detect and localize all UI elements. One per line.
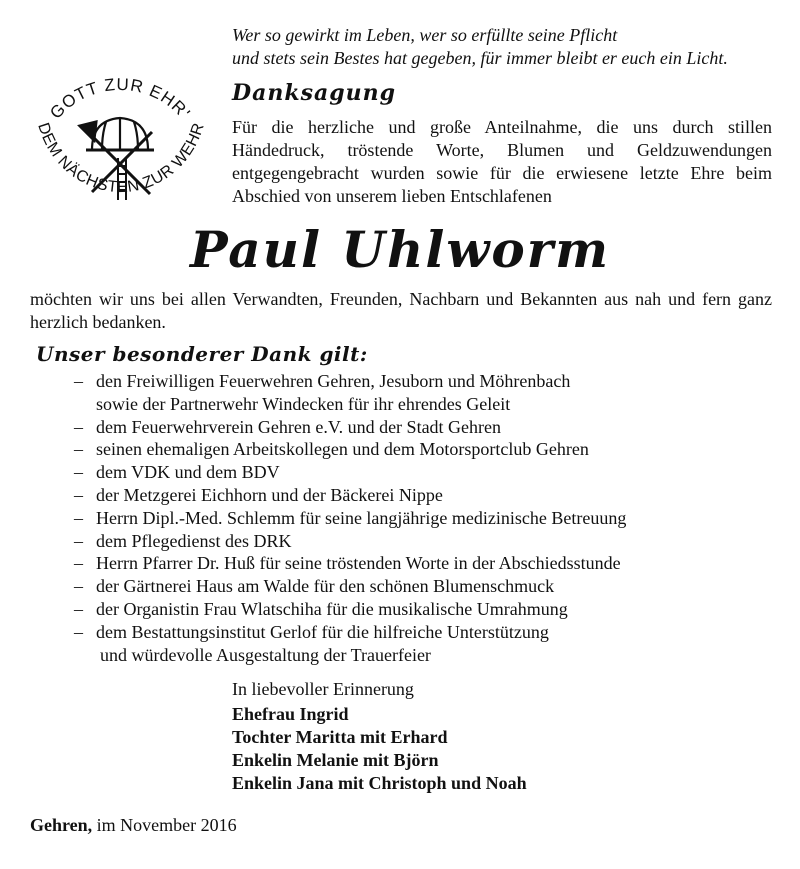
- danksagung-heading: Danksagung: [232, 80, 396, 106]
- list-dash: –: [74, 484, 83, 505]
- list-dash: –: [74, 439, 83, 460]
- list-item: – den Freiwilligen Feuerwehren Gehren, Jesuborn und Möhrenbach sowie der Partnerwehr Windecken für ihr ehrendes Geleit: [74, 371, 571, 414]
- list-item: – dem Bestattungsinstitut Gerlof für die hilfreiche Unterstützung und würdevolle Ausgestaltung der Trauerfeier: [74, 621, 549, 665]
- family-signatures: [232, 703, 527, 795]
- intro-text: Für die herzliche und große Anteilnahme, die uns durch stillen Händedruck, tröstende Worte, Blumen und Geldzuwendungen entgegengebracht wurden sowie für die erwiesene letzte Ehre beim Abschied von unserem lieben Entschlafenen: [232, 117, 772, 206]
- list-item: – dem Pflegedienst des DRK: [74, 530, 292, 551]
- emblem-top-text: GOTT ZUR EHR': [46, 74, 195, 123]
- deceased-name: Paul Uhlworm: [190, 220, 610, 279]
- thanks-paragraph: möchten wir uns bei allen Verwandten, Freunden, Nachbarn und Bekannten aus nah und fern ganz herzlich bedanken.: [30, 289, 772, 332]
- list-item: – der Organistin Frau Wlatschiha für die musikalische Umrahmung: [74, 598, 568, 619]
- list-dash: –: [74, 576, 83, 597]
- list-item: – Herrn Pfarrer Dr. Huß für seine tröstenden Worte in der Abschiedsstunde: [74, 553, 621, 574]
- list-item: – dem VDK und dem BDV: [74, 462, 280, 483]
- place: Gehren,: [30, 815, 93, 835]
- emblem-bottom-text: DEM NÄCHSTEN ZUR WEHR: [34, 120, 208, 197]
- date: im November 2016: [96, 815, 237, 835]
- special-thanks-heading: Unser besonderer Dank gilt:: [36, 342, 368, 366]
- family-member: Enkelin Melanie mit Björn: [232, 750, 439, 770]
- list-item: – seinen ehemaligen Arbeitskollegen und dem Motorsportclub Gehren: [74, 439, 589, 460]
- list-item: – Herrn Dipl.-Med. Schlemm für seine langjährige medizinische Betreuung: [74, 507, 627, 528]
- motto-line: Wer so gewirkt im Leben, wer so erfüllte seine Pflicht: [232, 25, 618, 45]
- list-dash: –: [74, 598, 83, 619]
- fire-brigade-emblem: [22, 62, 218, 232]
- list-item: – dem Feuerwehrverein Gehren e.V. und der Stadt Gehren: [74, 416, 502, 437]
- motto-line: und stets sein Bestes hat gegeben, für immer bleibt er euch ein Licht.: [232, 48, 728, 68]
- list-dash: –: [74, 507, 83, 528]
- list-dash: –: [74, 462, 83, 483]
- closing-line: In liebevoller Erinnerung: [232, 679, 414, 699]
- list-dash: –: [74, 371, 83, 391]
- motto-verse: [232, 24, 777, 70]
- list-item: – der Gärtnerei Haus am Walde für den schönen Blumenschmuck: [74, 576, 555, 597]
- list-dash: –: [74, 530, 83, 551]
- family-member: Ehefrau Ingrid: [232, 704, 349, 724]
- family-member: Enkelin Jana mit Christoph und Noah: [232, 773, 527, 793]
- intro-paragraph: [232, 116, 772, 208]
- place-date: [30, 815, 237, 836]
- list-item: – der Metzgerei Eichhorn und der Bäckerei Nippe: [74, 484, 443, 505]
- list-dash: –: [74, 416, 83, 437]
- list-dash: –: [74, 621, 83, 642]
- family-member: Tochter Maritta mit Erhard: [232, 727, 448, 747]
- thanks-list: [74, 370, 774, 666]
- list-dash: –: [74, 553, 83, 574]
